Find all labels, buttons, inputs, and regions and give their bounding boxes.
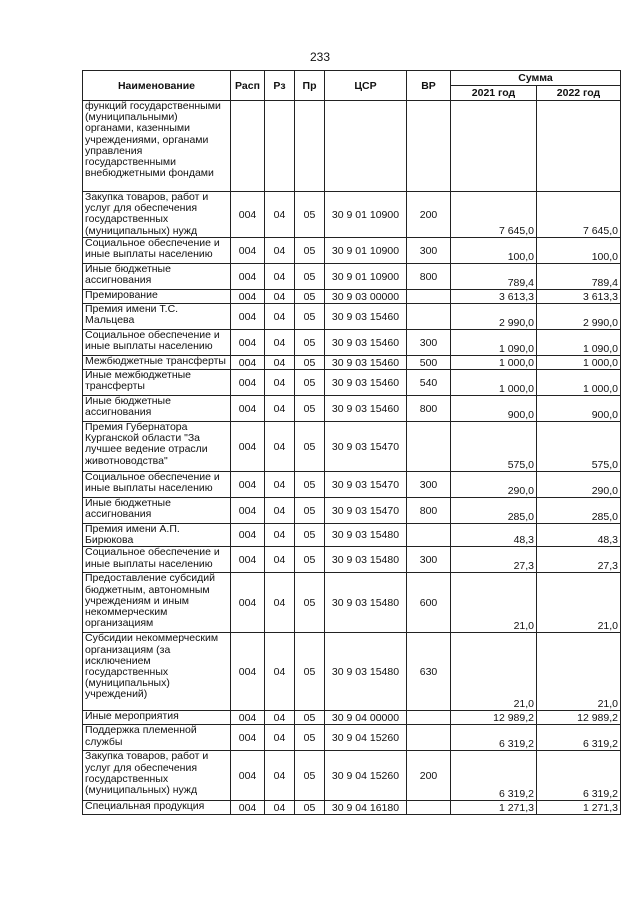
row-vr: 300 bbox=[407, 330, 451, 356]
row-rasp: 004 bbox=[231, 422, 265, 472]
row-vr bbox=[407, 290, 451, 304]
row-sum-2021: 27,3 bbox=[451, 547, 537, 573]
row-sum-2021: 575,0 bbox=[451, 422, 537, 472]
row-vr: 600 bbox=[407, 573, 451, 633]
row-rz: 04 bbox=[265, 238, 295, 264]
row-vr: 800 bbox=[407, 264, 451, 290]
row-rasp: 004 bbox=[231, 330, 265, 356]
row-rz: 04 bbox=[265, 751, 295, 801]
row-csr: 30 9 03 00000 bbox=[325, 290, 407, 304]
row-sum-2021: 1 271,3 bbox=[451, 801, 537, 815]
row-name: Иные бюджетные ассигнования bbox=[83, 498, 231, 524]
row-vr bbox=[407, 711, 451, 725]
col-header-year-2021: 2021 год bbox=[451, 86, 537, 101]
row-pr: 05 bbox=[295, 238, 325, 264]
row-pr: 05 bbox=[295, 498, 325, 524]
row-name: Иные межбюджетные трансферты bbox=[83, 370, 231, 396]
table-row bbox=[83, 725, 621, 751]
row-pr: 05 bbox=[295, 801, 325, 815]
row-csr: 30 9 04 16180 bbox=[325, 801, 407, 815]
row-name: Социальное обеспечение и иные выплаты населению bbox=[83, 472, 231, 498]
row-vr: 630 bbox=[407, 633, 451, 711]
row-sum-2021: 3 613,3 bbox=[451, 290, 537, 304]
col-header-sum: Сумма bbox=[451, 71, 621, 86]
row-pr: 05 bbox=[295, 751, 325, 801]
col-header-name: Наименование bbox=[83, 71, 231, 101]
row-name: Закупка товаров, работ и услуг для обеспечения государственных (муниципальных) нужд bbox=[83, 751, 231, 801]
row-csr: 30 9 03 15460 bbox=[325, 356, 407, 370]
row-name: Иные мероприятия bbox=[83, 711, 231, 725]
row-csr: 30 9 03 15470 bbox=[325, 498, 407, 524]
row-rz: 04 bbox=[265, 192, 295, 238]
row-sum-2022: 21,0 bbox=[537, 573, 621, 633]
header-row bbox=[83, 71, 621, 86]
table-row bbox=[83, 422, 621, 472]
row-rz: 04 bbox=[265, 711, 295, 725]
row-sum-2021: 285,0 bbox=[451, 498, 537, 524]
row-sum-2021: 1 000,0 bbox=[451, 370, 537, 396]
row-vr bbox=[407, 422, 451, 472]
row-csr: 30 9 03 15460 bbox=[325, 304, 407, 330]
col-header-vr: ВР bbox=[407, 71, 451, 101]
row-vr: 540 bbox=[407, 370, 451, 396]
row-name: функций государственными (муниципальными) органами, казенными учреждениями, органами управления государственными внебюджетными фондами bbox=[83, 101, 231, 192]
row-csr: 30 9 03 15470 bbox=[325, 422, 407, 472]
row-name: Премия Губернатора Курганской области "За лучшее ведение отрасли животноводства" bbox=[83, 422, 231, 472]
row-sum-2022: 575,0 bbox=[537, 422, 621, 472]
row-csr: 30 9 03 15480 bbox=[325, 633, 407, 711]
row-pr: 05 bbox=[295, 192, 325, 238]
row-name: Иные бюджетные ассигнования bbox=[83, 396, 231, 422]
row-name: Поддержка племенной службы bbox=[83, 725, 231, 751]
row-sum-2021: 48,3 bbox=[451, 524, 537, 547]
row-name: Специальная продукция bbox=[83, 801, 231, 815]
row-vr: 800 bbox=[407, 498, 451, 524]
row-rz: 04 bbox=[265, 264, 295, 290]
row-sum-2022: 7 645,0 bbox=[537, 192, 621, 238]
row-name: Премирование bbox=[83, 290, 231, 304]
row-name: Социальное обеспечение и иные выплаты населению bbox=[83, 547, 231, 573]
row-sum-2022: 1 000,0 bbox=[537, 370, 621, 396]
row-rz: 04 bbox=[265, 633, 295, 711]
row-csr: 30 9 03 15460 bbox=[325, 330, 407, 356]
row-sum-2022: 285,0 bbox=[537, 498, 621, 524]
row-sum-2021: 290,0 bbox=[451, 472, 537, 498]
table-row bbox=[83, 290, 621, 304]
row-sum-2022: 27,3 bbox=[537, 547, 621, 573]
row-vr bbox=[407, 101, 451, 192]
row-sum-2022: 100,0 bbox=[537, 238, 621, 264]
row-name: Премия имени Т.С. Мальцева bbox=[83, 304, 231, 330]
row-rz: 04 bbox=[265, 330, 295, 356]
row-sum-2022: 900,0 bbox=[537, 396, 621, 422]
row-csr bbox=[325, 101, 407, 192]
row-sum-2022: 789,4 bbox=[537, 264, 621, 290]
page-number: 233 bbox=[309, 50, 331, 64]
row-rasp: 004 bbox=[231, 356, 265, 370]
row-sum-2022: 2 990,0 bbox=[537, 304, 621, 330]
row-rz bbox=[265, 101, 295, 192]
col-header-rasp: Расп bbox=[231, 71, 265, 101]
row-sum-2022: 21,0 bbox=[537, 633, 621, 711]
row-rz: 04 bbox=[265, 356, 295, 370]
row-sum-2021: 100,0 bbox=[451, 238, 537, 264]
row-rz: 04 bbox=[265, 304, 295, 330]
row-pr: 05 bbox=[295, 356, 325, 370]
row-csr: 30 9 01 10900 bbox=[325, 264, 407, 290]
col-header-pr: Пр bbox=[295, 71, 325, 101]
row-rasp: 004 bbox=[231, 725, 265, 751]
row-csr: 30 9 03 15480 bbox=[325, 547, 407, 573]
row-name: Иные бюджетные ассигнования bbox=[83, 264, 231, 290]
row-name: Социальное обеспечение и иные выплаты населению bbox=[83, 238, 231, 264]
table-row bbox=[83, 192, 621, 238]
row-csr: 30 9 03 15480 bbox=[325, 573, 407, 633]
row-pr: 05 bbox=[295, 524, 325, 547]
row-rasp: 004 bbox=[231, 573, 265, 633]
row-vr: 500 bbox=[407, 356, 451, 370]
row-sum-2022: 12 989,2 bbox=[537, 711, 621, 725]
row-rasp: 004 bbox=[231, 290, 265, 304]
row-pr: 05 bbox=[295, 264, 325, 290]
row-name: Закупка товаров, работ и услуг для обеспечения государственных (муниципальных) нужд bbox=[83, 192, 231, 238]
row-rz: 04 bbox=[265, 290, 295, 304]
row-sum-2022: 1 271,3 bbox=[537, 801, 621, 815]
row-vr bbox=[407, 725, 451, 751]
row-rasp: 004 bbox=[231, 304, 265, 330]
row-vr: 800 bbox=[407, 396, 451, 422]
row-pr: 05 bbox=[295, 711, 325, 725]
row-sum-2021: 2 990,0 bbox=[451, 304, 537, 330]
row-sum-2021: 21,0 bbox=[451, 633, 537, 711]
col-header-rz: Рз bbox=[265, 71, 295, 101]
row-sum-2021: 1 000,0 bbox=[451, 356, 537, 370]
row-rasp: 004 bbox=[231, 238, 265, 264]
table-row bbox=[83, 370, 621, 396]
row-rz: 04 bbox=[265, 370, 295, 396]
row-rz: 04 bbox=[265, 725, 295, 751]
row-sum-2021: 12 989,2 bbox=[451, 711, 537, 725]
row-pr bbox=[295, 101, 325, 192]
table-row bbox=[83, 801, 621, 815]
row-sum-2022: 1 090,0 bbox=[537, 330, 621, 356]
row-pr: 05 bbox=[295, 290, 325, 304]
row-pr: 05 bbox=[295, 547, 325, 573]
row-csr: 30 9 04 15260 bbox=[325, 725, 407, 751]
row-rz: 04 bbox=[265, 801, 295, 815]
row-rasp: 004 bbox=[231, 264, 265, 290]
row-rasp bbox=[231, 101, 265, 192]
table-row bbox=[83, 633, 621, 711]
col-header-csr: ЦСР bbox=[325, 71, 407, 101]
table-row bbox=[83, 330, 621, 356]
row-rz: 04 bbox=[265, 472, 295, 498]
table-row bbox=[83, 396, 621, 422]
table-row bbox=[83, 547, 621, 573]
row-pr: 05 bbox=[295, 472, 325, 498]
row-name: Социальное обеспечение и иные выплаты населению bbox=[83, 330, 231, 356]
row-pr: 05 bbox=[295, 725, 325, 751]
row-csr: 30 9 03 15470 bbox=[325, 472, 407, 498]
row-sum-2021: 7 645,0 bbox=[451, 192, 537, 238]
row-rasp: 004 bbox=[231, 633, 265, 711]
row-vr bbox=[407, 801, 451, 815]
row-rz: 04 bbox=[265, 422, 295, 472]
row-pr: 05 bbox=[295, 370, 325, 396]
row-pr: 05 bbox=[295, 330, 325, 356]
row-sum-2022: 290,0 bbox=[537, 472, 621, 498]
row-rz: 04 bbox=[265, 396, 295, 422]
table-row bbox=[83, 711, 621, 725]
row-vr: 300 bbox=[407, 472, 451, 498]
table-row bbox=[83, 264, 621, 290]
row-rasp: 004 bbox=[231, 472, 265, 498]
row-pr: 05 bbox=[295, 422, 325, 472]
row-rasp: 004 bbox=[231, 192, 265, 238]
table-row bbox=[83, 472, 621, 498]
table-row bbox=[83, 101, 621, 192]
row-sum-2021: 1 090,0 bbox=[451, 330, 537, 356]
row-rasp: 004 bbox=[231, 751, 265, 801]
row-rasp: 004 bbox=[231, 498, 265, 524]
row-vr: 200 bbox=[407, 192, 451, 238]
row-pr: 05 bbox=[295, 304, 325, 330]
row-vr bbox=[407, 304, 451, 330]
row-csr: 30 9 04 00000 bbox=[325, 711, 407, 725]
row-sum-2021: 789,4 bbox=[451, 264, 537, 290]
row-csr: 30 9 03 15460 bbox=[325, 370, 407, 396]
row-vr: 300 bbox=[407, 547, 451, 573]
row-name: Субсидии некоммерческим организациям (за исключением государственных (муниципальных) учреждений) bbox=[83, 633, 231, 711]
row-rz: 04 bbox=[265, 498, 295, 524]
row-pr: 05 bbox=[295, 573, 325, 633]
row-csr: 30 9 03 15460 bbox=[325, 396, 407, 422]
row-rasp: 004 bbox=[231, 547, 265, 573]
col-header-year-2022: 2022 год bbox=[537, 86, 621, 101]
row-sum-2022 bbox=[537, 101, 621, 192]
row-csr: 30 9 04 15260 bbox=[325, 751, 407, 801]
row-pr: 05 bbox=[295, 396, 325, 422]
table-row bbox=[83, 304, 621, 330]
row-sum-2021: 21,0 bbox=[451, 573, 537, 633]
row-name: Предоставление субсидий бюджетным, автономным учреждениям и иным некоммерческим организациям bbox=[83, 573, 231, 633]
row-sum-2022: 1 000,0 bbox=[537, 356, 621, 370]
table-body bbox=[83, 101, 621, 815]
table-row bbox=[83, 573, 621, 633]
row-rasp: 004 bbox=[231, 711, 265, 725]
row-csr: 30 9 01 10900 bbox=[325, 238, 407, 264]
table-row bbox=[83, 498, 621, 524]
row-csr: 30 9 01 10900 bbox=[325, 192, 407, 238]
budget-table bbox=[82, 70, 621, 815]
row-sum-2022: 6 319,2 bbox=[537, 725, 621, 751]
table-row bbox=[83, 524, 621, 547]
row-rasp: 004 bbox=[231, 801, 265, 815]
row-sum-2021: 900,0 bbox=[451, 396, 537, 422]
row-vr bbox=[407, 524, 451, 547]
row-rasp: 004 bbox=[231, 370, 265, 396]
row-sum-2022: 48,3 bbox=[537, 524, 621, 547]
row-pr: 05 bbox=[295, 633, 325, 711]
table-row bbox=[83, 356, 621, 370]
row-rz: 04 bbox=[265, 547, 295, 573]
row-rasp: 004 bbox=[231, 524, 265, 547]
table-row bbox=[83, 751, 621, 801]
row-csr: 30 9 03 15480 bbox=[325, 524, 407, 547]
row-rz: 04 bbox=[265, 524, 295, 547]
table-row bbox=[83, 238, 621, 264]
row-vr: 300 bbox=[407, 238, 451, 264]
row-sum-2021 bbox=[451, 101, 537, 192]
row-sum-2021: 6 319,2 bbox=[451, 751, 537, 801]
row-sum-2021: 6 319,2 bbox=[451, 725, 537, 751]
row-name: Межбюджетные трансферты bbox=[83, 356, 231, 370]
row-rz: 04 bbox=[265, 573, 295, 633]
row-name: Премия имени А.П. Бирюкова bbox=[83, 524, 231, 547]
row-vr: 200 bbox=[407, 751, 451, 801]
row-sum-2022: 6 319,2 bbox=[537, 751, 621, 801]
row-rasp: 004 bbox=[231, 396, 265, 422]
row-sum-2022: 3 613,3 bbox=[537, 290, 621, 304]
